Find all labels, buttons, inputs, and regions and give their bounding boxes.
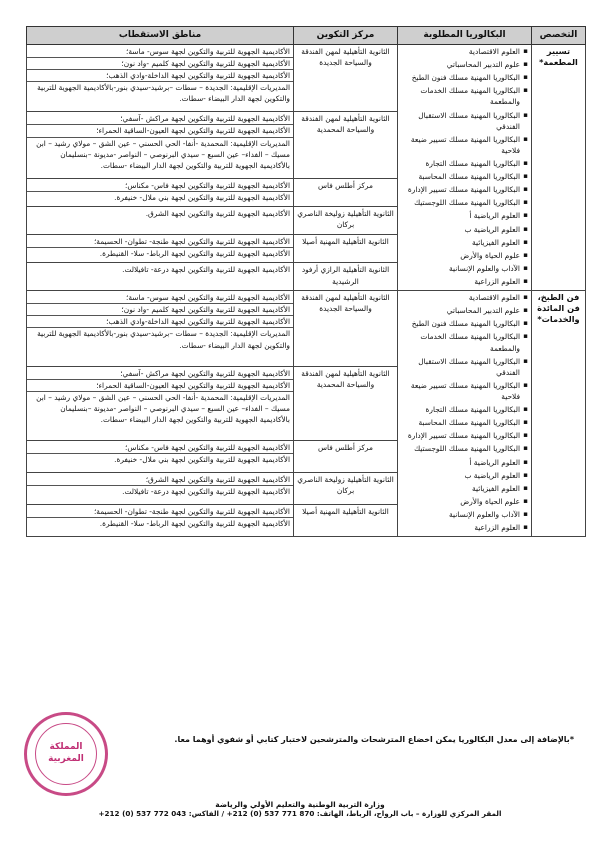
zone-line: الأكاديمية الجهوية للتربية والتكوين لجهة بني ملال- خنيفرة. <box>114 454 290 464</box>
bac-list-item: ▪ البكالوريا المهنية مسلك الخدمات والمطعمة <box>401 85 528 107</box>
specialty-cell: تسيير المطعمة* <box>532 45 586 291</box>
zones-cell <box>27 263 294 291</box>
bac-list-item: ▪ علوم التدبير المحاسباتي <box>401 59 528 70</box>
bac-list-item: ▪ العلوم الرياضية أ <box>401 457 528 468</box>
zones-cell <box>27 504 294 536</box>
zone-line: المديريات الإقليمية: المحمدية -أنفا- الحي الحسني – عين الشق – مولاي رشيد – ابن مسيك – الفداء– عين السبع – سيدي البرنوصي – النواصر -مديونة –بنسليمان بالأكاديمية الجهوية للتربية والتكوين لجهة الدار البيضاء -سطات. <box>36 392 290 424</box>
bac-list-item: ▪ الآداب والعلوم الإنسانية <box>401 263 528 274</box>
footer-address: المقر المركزي للوزارة – باب الرواح، الرباط، الهاتف: 870 771 537 (0) 212+ / الفاكس: 043 772 537 (0) 212+ <box>98 809 502 818</box>
orientation-table <box>26 26 586 537</box>
bac-list-item: ▪ البكالوريا المهنية مسلك الاستقبال الفندقي <box>401 356 528 378</box>
bac-list-item: ▪ البكالوريا المهنية مسلك المحاسبة <box>401 417 528 428</box>
bac-list-item: ▪ العلوم الزراعية <box>401 522 528 533</box>
zones-cell <box>27 440 294 472</box>
bac-list-item: ▪ العلوم الرياضية ب <box>401 224 528 235</box>
bac-list-item: ▪ البكالوريا المهنية مسلك تسيير الإدارة <box>401 184 528 195</box>
zone-line: الأكاديمية الجهوية للتربية والتكوين لجهة مراكش -آسفي؛ <box>27 113 293 125</box>
zone-line: الأكاديمية الجهوية للتربية والتكوين لجهة درعة- تافيلالت. <box>122 486 290 496</box>
training-center-cell: الثانوية التأهيلية لمهن الفندقة والسياحة المحمدية <box>294 366 398 440</box>
zones-cell <box>27 207 294 235</box>
bac-list-cell <box>398 45 532 291</box>
zones-cell <box>27 178 294 207</box>
page-footer <box>0 800 600 818</box>
zone-line: الأكاديمية الجهوية للتربية والتكوين لجهة العيون-الساقية الحمراء؛ <box>27 380 293 392</box>
zone-line: الأكاديمية الجهوية للتربية والتكوين لجهة الشرق؛ <box>27 474 293 486</box>
zone-line: الأكاديمية الجهوية للتربية والتكوين لجهة الداخلة-وادي الذهب؛ <box>27 316 293 328</box>
bac-list-item: ▪ البكالوريا المهنية مسلك اللوجستيك <box>401 443 528 454</box>
zone-line: المديريات الإقليمية: الجديدة – سطات –برشيد-سيدي بنور-بالأكاديمية الجهوية للتربية والتكوين لجهة الدار البيضاء -سطات. <box>37 83 290 104</box>
zone-line: الأكاديمية الجهوية للتربية والتكوين لجهة بني ملال- خنيفرة. <box>114 192 290 202</box>
training-center-cell: الثانوية التأهيلية المهنية أصيلا <box>294 504 398 536</box>
table-header-row <box>27 27 586 45</box>
bac-list-item: ▪ البكالوريا المهنية مسلك فنون الطبخ <box>401 318 528 329</box>
training-center-cell: مركز أطلس فاس <box>294 440 398 472</box>
bac-list-item: ▪ العلوم الفيزيائية <box>401 483 528 494</box>
zone-line: الأكاديمية الجهوية للتربية والتكوين لجهة كلميم -واد نون؛ <box>27 58 293 70</box>
zone-line: الأكاديمية الجهوية للتربية والتكوين لجهة درعة- تافيلالت. <box>122 265 290 275</box>
bac-list-item: ▪ البكالوريا المهنية مسلك التجارة <box>401 158 528 169</box>
zones-cell <box>27 291 294 366</box>
header-zones: مناطق الاستقطاب <box>27 27 294 45</box>
bac-list-item: ▪ علوم الحياة والأرض <box>401 496 528 507</box>
bac-list-item: ▪ البكالوريا المهنية مسلك التجارة <box>401 404 528 415</box>
zone-line: الأكاديمية الجهوية للتربية والتكوين لجهة الرباط- سلا- القنيطرة. <box>99 519 290 529</box>
zone-line: الأكاديمية الجهوية للتربية والتكوين لجهة طنجة- تطوان- الحسيمة؛ <box>27 506 293 518</box>
stamp-line-2: المغربية <box>48 754 84 764</box>
bac-list-item: ▪ علوم التدبير المحاسباتي <box>401 305 528 316</box>
bac-list-item: ▪ البكالوريا المهنية مسلك الاستقبال الفندقي <box>401 110 528 132</box>
training-center-cell: الثانوية التأهيلية المهنية أصيلا <box>294 234 398 263</box>
zones-cell <box>27 472 294 504</box>
bac-list-item: ▪ الآداب والعلوم الإنسانية <box>401 509 528 520</box>
zone-line: الأكاديمية الجهوية للتربية والتكوين لجهة طنجة- تطوان- الحسيمة؛ <box>27 236 293 248</box>
official-stamp <box>24 712 108 796</box>
header-specialty: التخصص <box>532 27 586 45</box>
zones-cell <box>27 45 294 112</box>
bac-list-item: ▪ العلوم الاقتصادية <box>401 292 528 303</box>
table-row <box>27 45 586 112</box>
bac-list-item: ▪ البكالوريا المهنية مسلك الخدمات والمطعمة <box>401 331 528 353</box>
header-bac-required: البكالوريا المطلوبة <box>398 27 532 45</box>
training-center-cell: الثانوية التأهيلية لمهن الفندقة والسياحة الجديدة <box>294 45 398 112</box>
zone-line: الأكاديمية الجهوية للتربية والتكوين لجهة كلميم -واد نون؛ <box>27 304 293 316</box>
stamp-line-1: المملكة <box>49 742 83 753</box>
zone-line: الأكاديمية الجهوية للتربية والتكوين لجهة الداخلة-وادي الذهب؛ <box>27 70 293 82</box>
training-center-cell: مركز أطلس فاس <box>294 178 398 207</box>
bac-list-item: ▪ البكالوريا المهنية مسلك فنون الطبخ <box>401 72 528 83</box>
zone-line: الأكاديمية الجهوية للتربية والتكوين لجهة فاس- مكناس؛ <box>27 442 293 454</box>
training-center-cell: الثانوية التأهيلية لمهن الفندقة والسياحة الجديدة <box>294 291 398 366</box>
specialty-cell: فن الطبخ، فن المائدة والخدمات* <box>532 291 586 537</box>
bac-list <box>401 292 528 533</box>
zone-line: الأكاديمية الجهوية للتربية والتكوين لجهة فاس- مكناس؛ <box>27 180 293 192</box>
zone-line: الأكاديمية الجهوية للتربية والتكوين لجهة الشرق. <box>145 209 290 219</box>
bac-list-item: ▪ علوم الحياة والأرض <box>401 250 528 261</box>
bac-list-item: ▪ العلوم الرياضية أ <box>401 210 528 221</box>
bac-list-item: ▪ البكالوريا المهنية مسلك تسيير ضيعة فلاحية <box>401 134 528 156</box>
bac-list-item: ▪ العلوم الرياضية ب <box>401 470 528 481</box>
training-center-cell: الثانوية التأهيلية الرازي أرفود الرشيدية <box>294 263 398 291</box>
training-center-cell: الثانوية التأهيلية لمهن الفندقة والسياحة المحمدية <box>294 112 398 178</box>
bac-list-item: ▪ البكالوريا المهنية مسلك تسيير ضيعة فلاحية <box>401 380 528 402</box>
zones-cell <box>27 234 294 263</box>
zone-line: المديريات الإقليمية: الجديدة – سطات –برشيد-سيدي بنور-بالأكاديمية الجهوية للتربية والتكوين لجهة الدار البيضاء -سطات. <box>37 329 290 350</box>
bac-list-item: ▪ البكالوريا المهنية مسلك اللوجستيك <box>401 197 528 208</box>
training-center-cell: الثانوية التأهيلية زوليخة الناصري بركان <box>294 207 398 235</box>
zone-line: الأكاديمية الجهوية للتربية والتكوين لجهة سوس- ماسة؛ <box>27 292 293 304</box>
bac-list-item: ▪ العلوم الفيزيائية <box>401 237 528 248</box>
footer-ministry: وزارة التربية الوطنية والتعليم الأولي والرياضة <box>215 800 385 809</box>
header-training-center: مركز التكوين <box>294 27 398 45</box>
bac-list-item: ▪ العلوم الاقتصادية <box>401 46 528 57</box>
footnote: *بالإضافة إلى معدل البكالوريا يمكن اخضاع المترشحات والمترشحين لاختبار كتابي أو شفوي أوهما معا. <box>174 735 574 744</box>
bac-list <box>401 46 528 287</box>
bac-list-cell <box>398 291 532 537</box>
zone-line: الأكاديمية الجهوية للتربية والتكوين لجهة الرباط- سلا- القنيطرة. <box>99 248 290 258</box>
bac-list-item: ▪ البكالوريا المهنية مسلك المحاسبة <box>401 171 528 182</box>
zone-line: الأكاديمية الجهوية للتربية والتكوين لجهة العيون-الساقية الحمراء؛ <box>27 125 293 137</box>
zone-line: الأكاديمية الجهوية للتربية والتكوين لجهة سوس- ماسة؛ <box>27 46 293 58</box>
zones-cell <box>27 366 294 440</box>
bac-list-item: ▪ العلوم الزراعية <box>401 276 528 287</box>
bac-list-item: ▪ البكالوريا المهنية مسلك تسيير الإدارة <box>401 430 528 441</box>
zone-line: المديريات الإقليمية: المحمدية -أنفا- الحي الحسني – عين الشق – مولاي رشيد – ابن مسيك – الفداء– عين السبع – سيدي البرنوصي – النواصر -مديونة –بنسليمان بالأكاديمية الجهوية للتربية والتكوين لجهة الدار البيضاء -سطات. <box>36 138 290 170</box>
zone-line: الأكاديمية الجهوية للتربية والتكوين لجهة مراكش -آسفي؛ <box>27 368 293 380</box>
training-center-cell: الثانوية التأهيلية زوليخة الناصري بركان <box>294 472 398 504</box>
table-row <box>27 291 586 366</box>
table-body <box>27 45 586 537</box>
zones-cell <box>27 112 294 178</box>
stamp-inner <box>35 723 97 785</box>
